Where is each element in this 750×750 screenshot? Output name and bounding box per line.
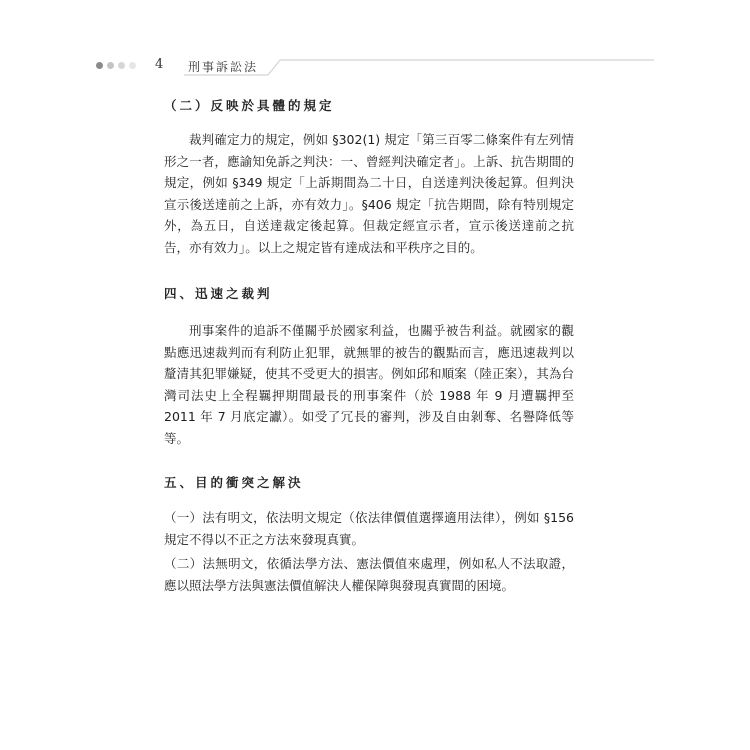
section-heading: 五、目的衝突之解決 <box>164 475 304 490</box>
header-dot <box>118 62 125 69</box>
page-header <box>96 52 656 78</box>
section-paragraph: 刑事案件的追訴不僅關乎於國家利益，也關乎被告利益。就國家的觀點應迅速裁判而有利防止犯罪，就無罪的被告的觀點而言，應迅速裁判以釐清其犯罪嫌疑，使其不受更大的損害。例如邱和順案（陸正案），其為台灣司法史上全程羈押期間最長的刑事案件（於 1988 年 9 月遭羈押至 2011 年 7 月底定讞）。如受了冗長的審判，涉及自由剝奪、名譽降低等等。 <box>164 323 574 446</box>
book-title: 刑事訴訟法 <box>188 60 259 74</box>
section-heading: 四、迅速之裁判 <box>164 286 273 301</box>
numbered-item: （二）法無明文，依循法學方法、憲法價值來處理，例如私人不法取證，應以照法學方法與憲法價值解決人權保障與發現真實間的困境。 <box>164 556 574 593</box>
page-body <box>164 96 574 596</box>
section-heading: （二）反映於具體的規定 <box>164 98 335 113</box>
numbered-item: （一）法有明文，依法明文規定（依法律價值選擇適用法律），例如 §156 規定不得以不正之方法來發現真實。 <box>164 510 574 547</box>
page-number: 4 <box>155 57 164 72</box>
section-paragraph: 裁判確定力的規定，例如 §302(1) 規定「第三百零二條案件有左列情形之一者，應諭知免訴之判決：一、曾經判決確定者」。上訴、抗告期間的規定，例如 §349 規定「上訴期間為二十日，自送達判決後起算。但判決宣示後送達前之上訴，亦有效力」。§406 規定「抗告期間，除有特別規定外，為五日，自送達裁定後起算。但裁定經宣示者，宣示後送達前之抗告，亦有效力」。以上之規定皆有達成法和平秩序之目的。 <box>164 132 574 255</box>
header-dot <box>129 62 136 69</box>
header-dot <box>96 62 103 69</box>
header-dot <box>107 62 114 69</box>
header-dots <box>96 62 140 70</box>
header-rule <box>96 52 656 78</box>
